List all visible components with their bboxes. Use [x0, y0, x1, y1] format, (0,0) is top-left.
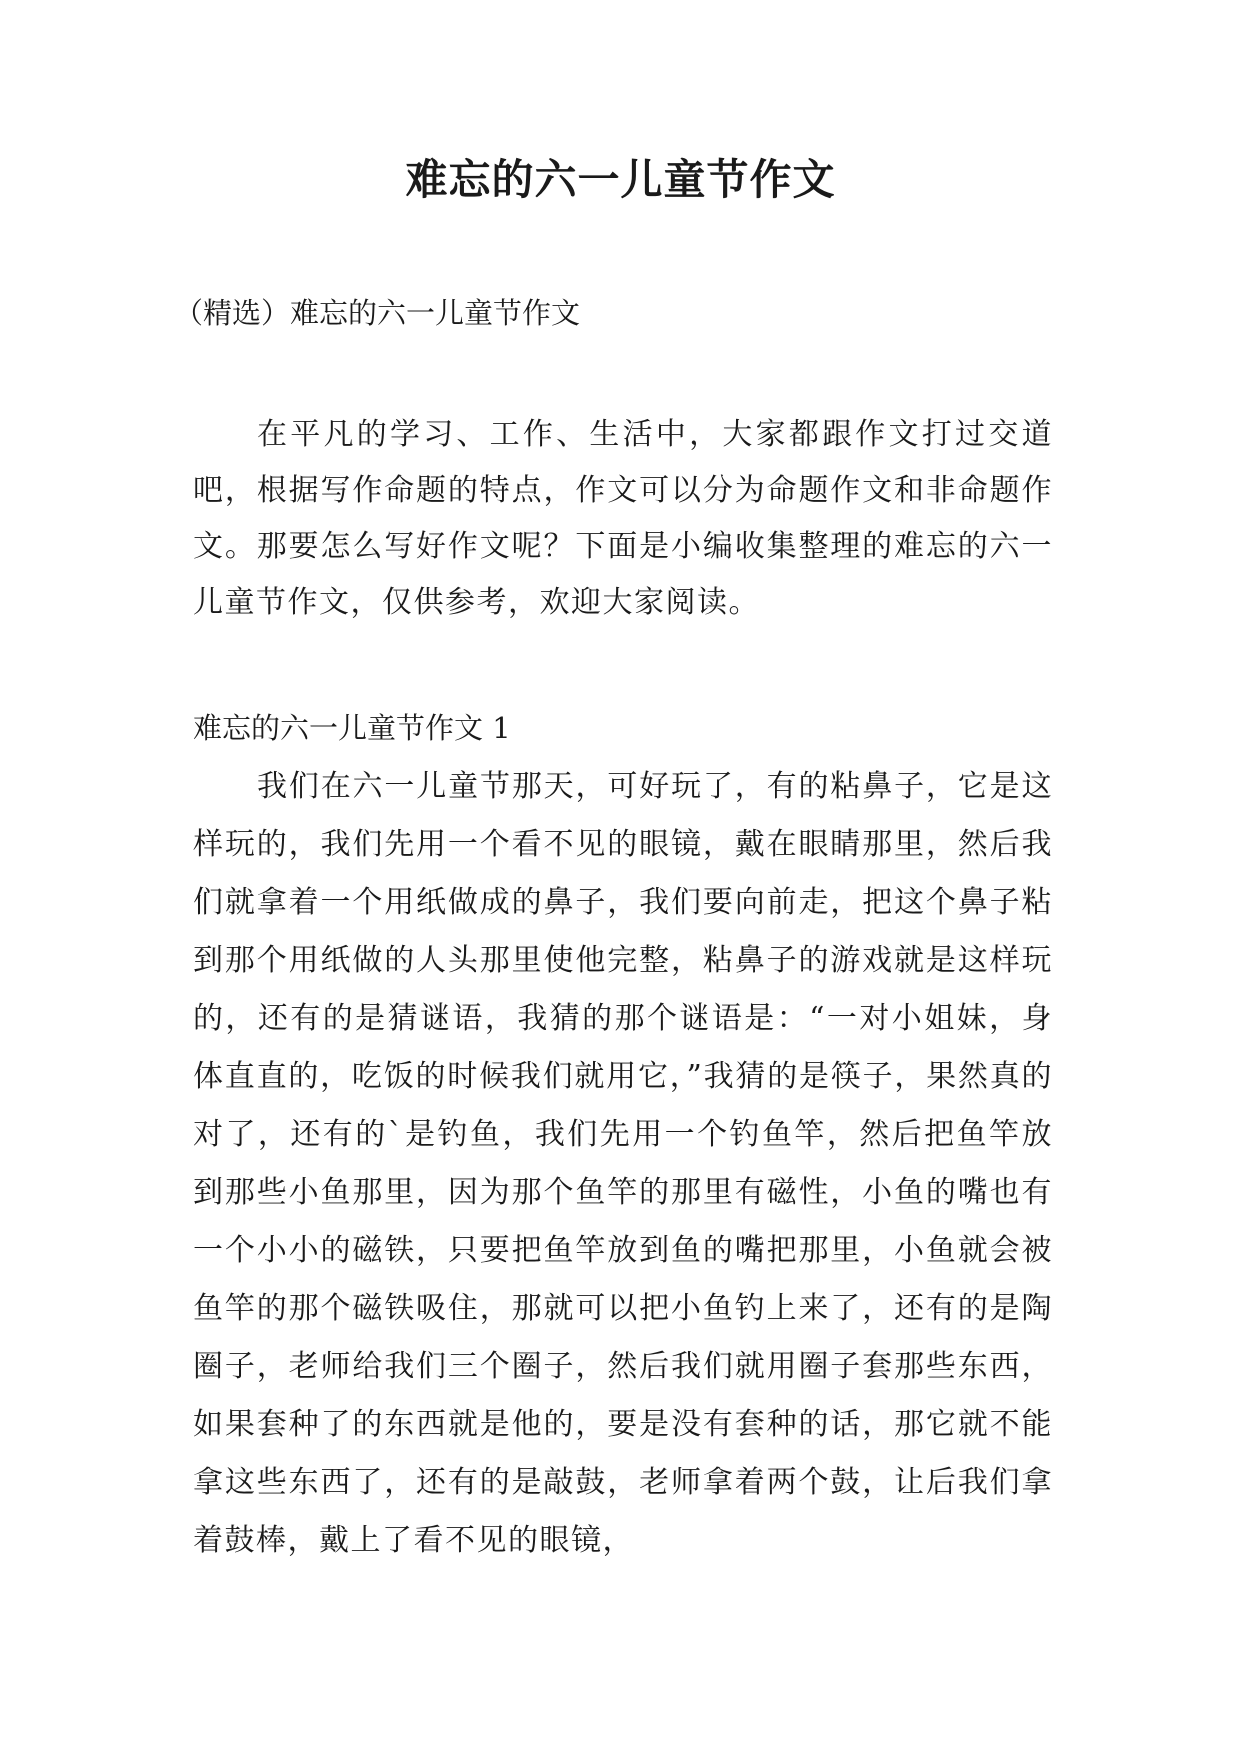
section-heading: 难忘的六一儿童节作文 1 — [193, 711, 511, 745]
intro-paragraph: 在平凡的学习、工作、生活中，大家都跟作文打过交道吧，根据写作命题的特点，作文可以分为命题作文和非命题作文。那要怎么写好作文呢？下面是小编收集整理的难忘的六一儿童节作文，仅供参考，欢迎大家阅读。 — [193, 417, 1053, 620]
section-body-paragraph: 我们在六一儿童节那天，可好玩了，有的粘鼻子，它是这样玩的，我们先用一个看不见的眼镜，戴在眼睛那里，然后我们就拿着一个用纸做成的鼻子，我们要向前走，把这个鼻子粘到那个用纸做的人头那里使他完整，粘鼻子的游戏就是这样玩的，还有的是猜谜语，我猜的那个谜语是：“一对小姐妹，身体直直的，吃饭的时候我们就用它，”我猜的是筷子，果然真的对了，还有的`是钓鱼，我们先用一个钓鱼竿，然后把鱼竿放到那些小鱼那里，因为那个鱼竿的那里有磁性，小鱼的嘴也有一个小小的磁铁，只要把鱼竿放到鱼的嘴把那里，小鱼就会被鱼竿的那个磁铁吸住，那就可以把小鱼钓上来了，还有的是陶圈子，老师给我们三个圈子，然后我们就用圈子套那些东西，如果套种了的东西就是他的，要是没有套种的话，那它就不能拿这些东西了，还有的是敲鼓，老师拿着两个鼓，让后我们拿着鼓棒，戴上了看不见的眼镜， — [193, 769, 1053, 1558]
document-subtitle: （精选）难忘的六一儿童节作文 — [174, 296, 581, 330]
page-title: 难忘的六一儿童节作文 — [405, 155, 836, 204]
